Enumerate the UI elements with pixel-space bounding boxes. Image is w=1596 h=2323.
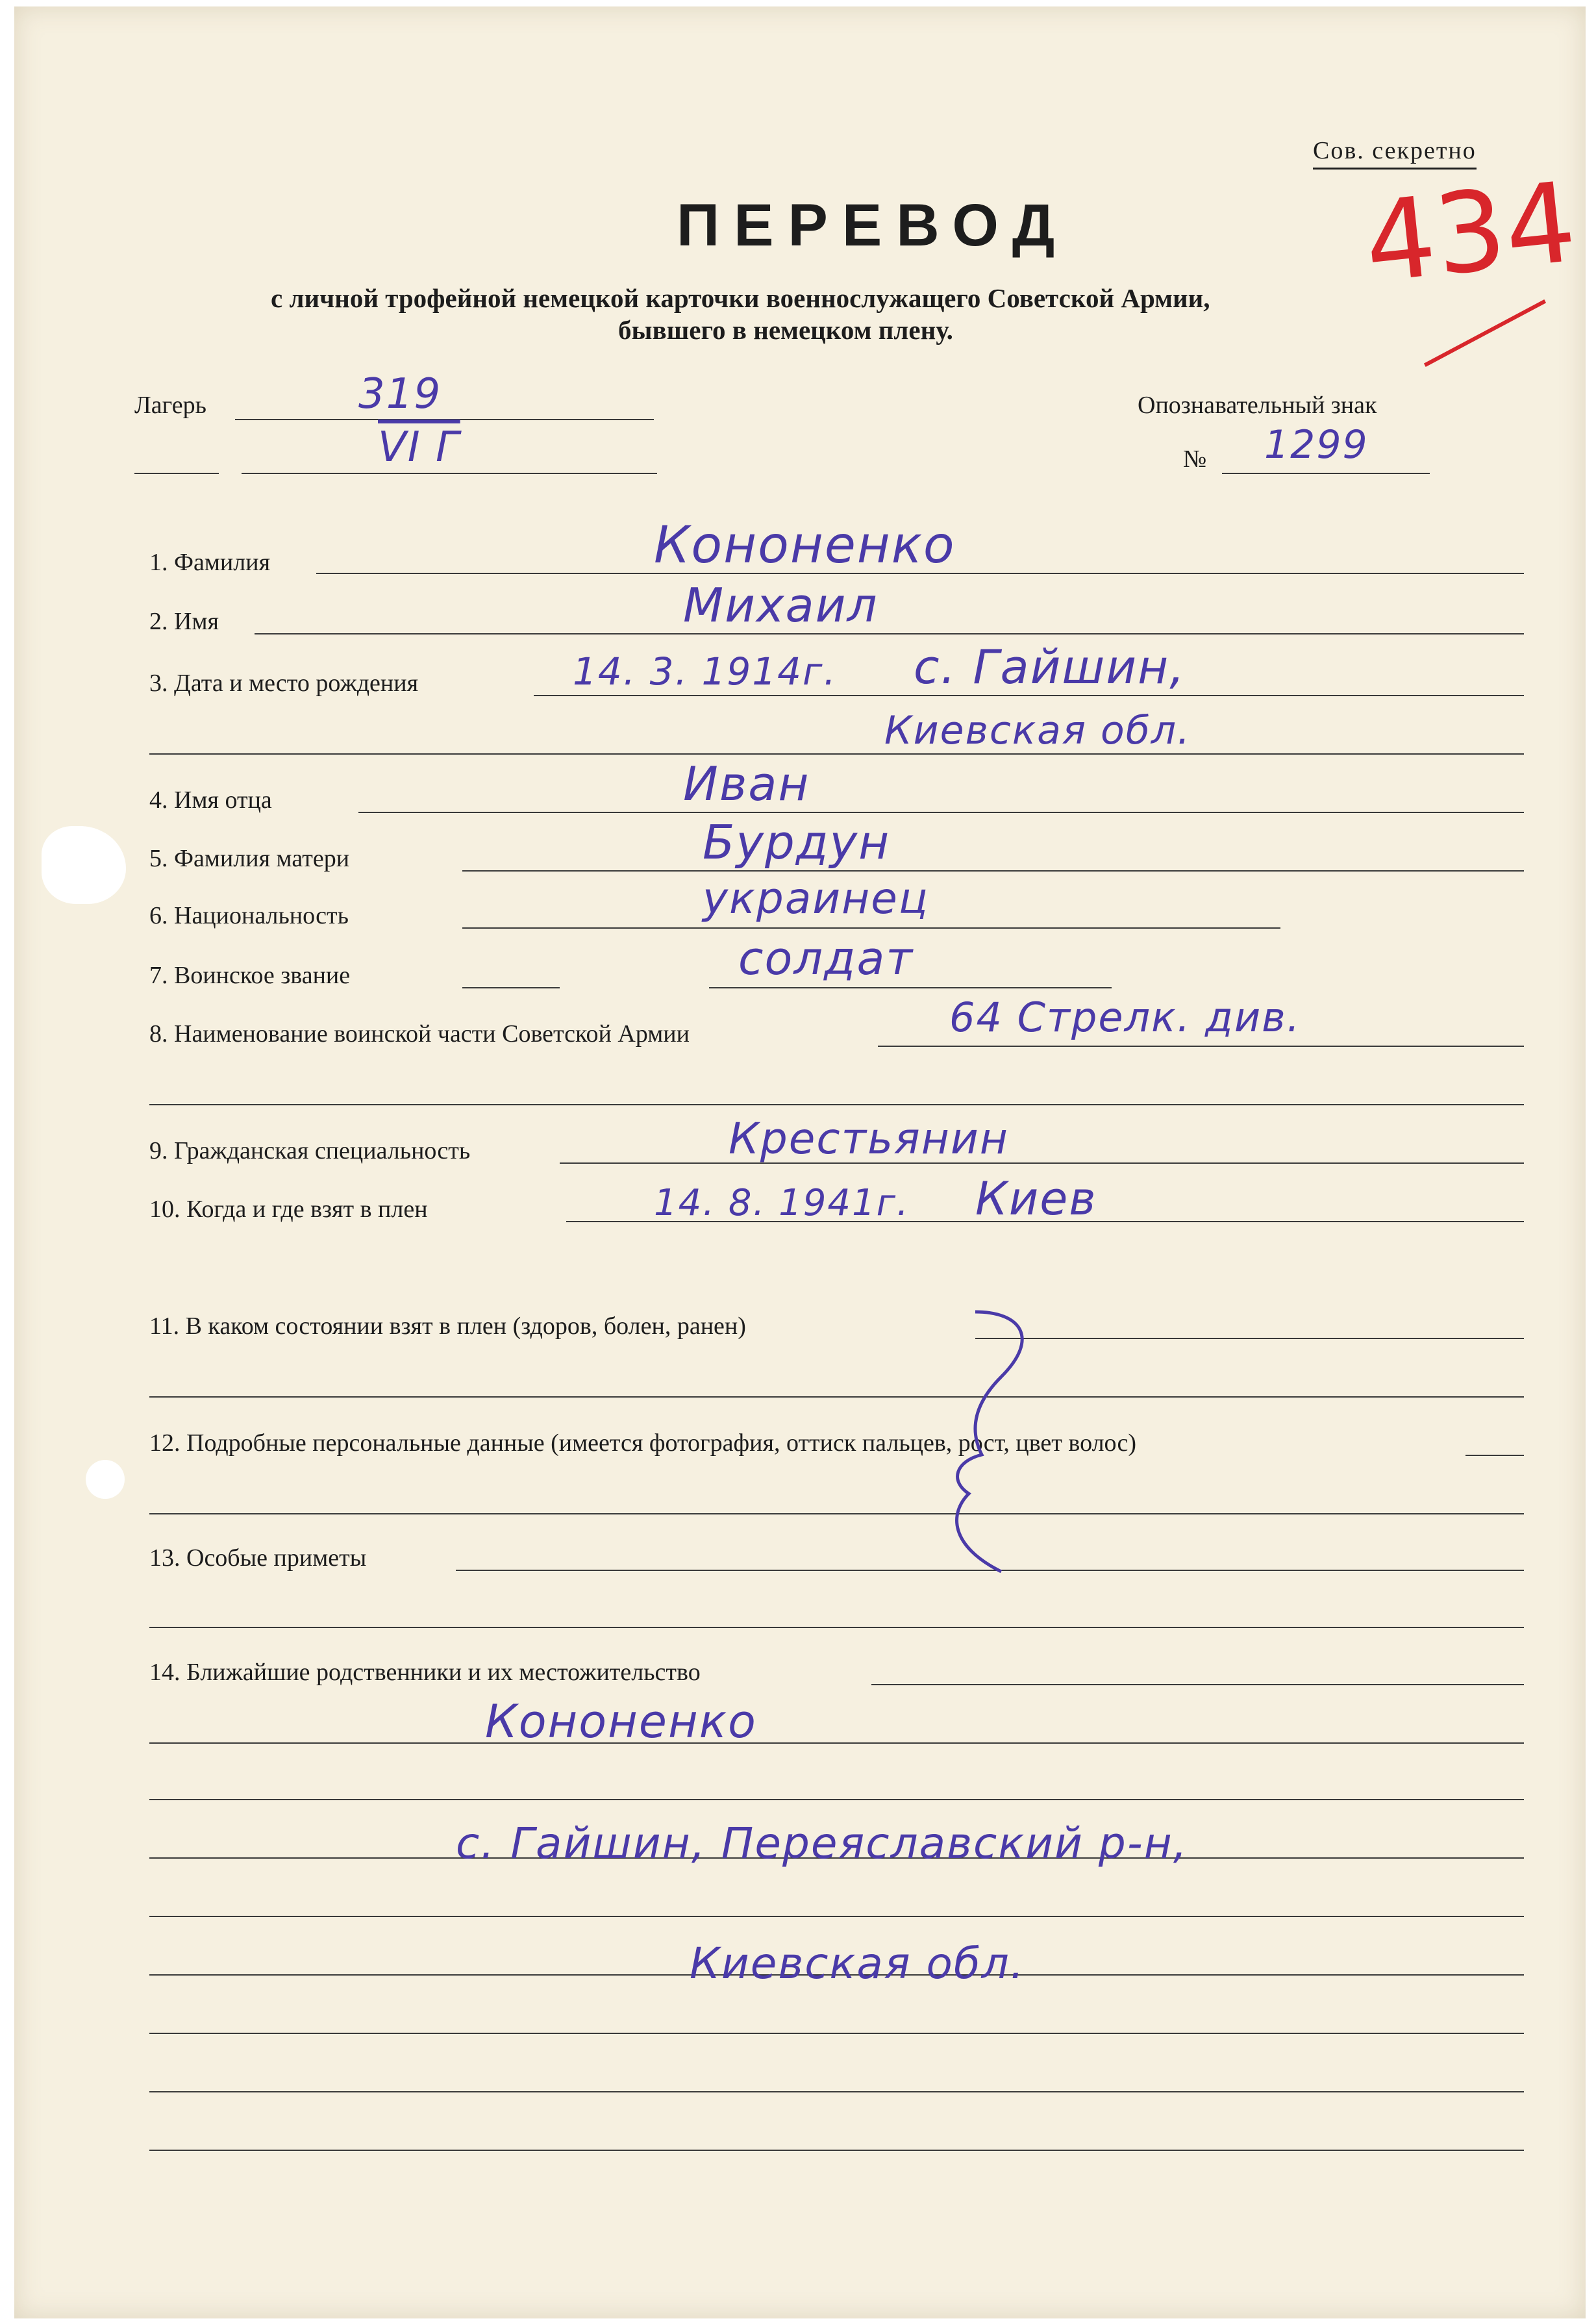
field-14-line-5 — [149, 1916, 1524, 1917]
field-6-value: украинец — [703, 873, 929, 923]
camp-line-2a — [134, 473, 219, 474]
number-label: № — [1183, 446, 1207, 473]
number-value: 1299 — [1264, 422, 1369, 468]
id-mark-label: Опознавательный знак — [1138, 392, 1377, 419]
field-8-line — [878, 1046, 1524, 1047]
field-7-line-b — [709, 987, 1112, 988]
field-14-value-line-3: Киевская обл. — [690, 1939, 1025, 1989]
field-6-line — [462, 927, 1280, 929]
field-13-label: 13. Особые приметы — [149, 1544, 367, 1572]
field-3-label: 3. Дата и место рождения — [149, 670, 419, 697]
field-1-label: 1. Фамилия — [149, 549, 271, 576]
field-14-line-2 — [149, 1742, 1524, 1744]
field-9-value: Крестьянин — [729, 1114, 1009, 1164]
field-14-line-7 — [149, 2033, 1524, 2034]
field-8-label: 8. Наименование воинской части Советской Армии — [149, 1020, 690, 1048]
field-13-line-2 — [149, 1627, 1524, 1628]
camp-label: Лагерь — [134, 392, 206, 419]
field-11-label: 11. В каком состоянии взят в плен (здоров, болен, ранен) — [149, 1312, 746, 1340]
field-3-date: 14. 3. 1914г. — [573, 649, 837, 694]
field-14-line-8 — [149, 2091, 1524, 2092]
field-7-line-a — [462, 987, 560, 988]
camp-value-2: VI Г — [378, 423, 460, 471]
brace-mark-icon — [910, 1299, 1066, 1585]
field-3-place-line-2: Киевская обл. — [884, 708, 1191, 753]
field-3-line-2 — [149, 753, 1524, 755]
punch-hole-top — [42, 826, 126, 904]
field-14-value-line-1: Кононенко — [485, 1695, 757, 1748]
subtitle-line-2: бывшего в немецком плену. — [618, 315, 953, 345]
field-12-line — [1465, 1455, 1524, 1456]
field-3-place: с. Гайшин, — [914, 640, 1186, 694]
field-2-line — [255, 633, 1524, 634]
subtitle-line-1: с личной трофейной немецкой карточки военнослужащего Советской Армии, — [271, 283, 1210, 313]
field-12-line-2 — [149, 1513, 1524, 1514]
field-14-value-line-2: с. Гайшин, Переяславский р-н, — [456, 1818, 1188, 1868]
field-5-line — [462, 870, 1524, 872]
field-4-label: 4. Имя отца — [149, 786, 272, 814]
field-14-label: 14. Ближайшие родственники и их местожительство — [149, 1659, 701, 1686]
field-5-value: Бурдун — [703, 815, 891, 870]
field-7-label: 7. Воинское звание — [149, 962, 351, 989]
number-line — [1222, 473, 1430, 474]
field-10-date: 14. 8. 1941г. — [654, 1182, 910, 1224]
camp-value-1: 319 — [358, 370, 442, 418]
field-4-line — [358, 812, 1524, 813]
field-11-line-2 — [149, 1396, 1524, 1398]
field-5-label: 5. Фамилия матери — [149, 845, 350, 872]
classification-label: Сов. секретно — [1313, 136, 1477, 170]
field-7-value: солдат — [738, 932, 914, 985]
field-6-label: 6. Национальность — [149, 902, 349, 929]
field-10-place: Киев — [975, 1172, 1097, 1225]
stamp-underline — [1424, 299, 1546, 367]
punch-hole-bottom — [86, 1460, 125, 1499]
red-number-stamp: 434 — [1358, 158, 1582, 308]
field-4-value: Иван — [683, 757, 810, 811]
field-3-line — [534, 695, 1524, 696]
camp-line — [235, 419, 654, 420]
field-14-line-9 — [149, 2150, 1524, 2151]
field-14-line-3 — [149, 1799, 1524, 1800]
field-8-value: 64 Стрелк. див. — [949, 994, 1301, 1041]
camp-line-2b — [242, 473, 657, 474]
field-9-label: 9. Гражданская специальность — [149, 1137, 471, 1164]
page-title: ПЕРЕВОД — [677, 192, 1069, 258]
field-10-label: 10. Когда и где взят в плен — [149, 1196, 428, 1223]
field-8-line-2 — [149, 1104, 1524, 1105]
document-sheet — [14, 6, 1586, 2318]
field-2-label: 2. Имя — [149, 608, 219, 635]
field-14-line — [871, 1684, 1524, 1685]
field-9-line — [560, 1162, 1524, 1164]
field-2-value: Михаил — [683, 578, 879, 633]
field-12-label: 12. Подробные персональные данные (имеется фотография, оттиск пальцев, рост, цвет волос) — [149, 1429, 1136, 1457]
field-1-value: Кононенко — [654, 516, 956, 575]
